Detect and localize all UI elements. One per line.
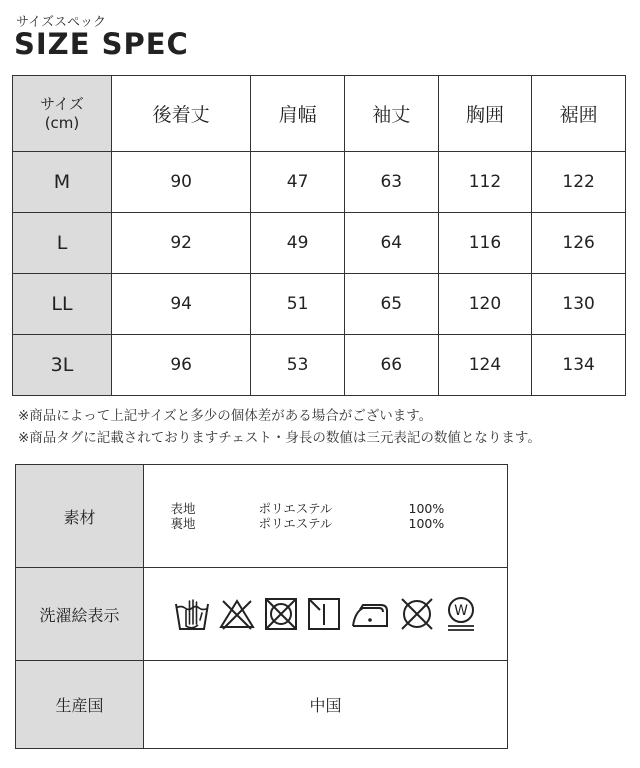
table-cell: 47 [251,152,345,213]
table-row [13,274,626,335]
table-cell: 66 [344,335,438,396]
origin-value: 中国 [144,661,508,749]
material-part: 裏地 [170,516,196,531]
page-subtitle: サイズスペック [16,15,106,30]
origin-label: 生産国 [16,661,144,749]
no-bleach-icon [218,596,256,632]
table-cell: 64 [344,213,438,274]
table-cell: 120 [438,274,532,335]
table-cell: 53 [251,335,345,396]
table-row [13,335,626,396]
size-label: M [13,152,112,213]
material-fiber: ポリエステル [258,516,333,531]
origin-row [16,661,508,749]
note-line: ※商品タグに記載されておりますチェスト・身長の数値は三元表記の数値となります。 [18,430,541,446]
table-cell: 51 [251,274,345,335]
table-row [13,152,626,213]
wet-clean-letter: W [453,603,468,619]
size-column-header [13,76,112,152]
care-row [16,568,508,661]
column-header-hem: 裾囲 [532,76,626,152]
size-unit-label: サイズ (cm) [40,94,84,132]
product-info-table [15,464,508,749]
column-header-chest: 胸囲 [438,76,532,152]
hand-wash-icon [173,596,211,632]
material-percent: 100% [408,516,445,531]
table-cell: 122 [532,152,626,213]
page-title: SIZE SPEC [14,27,189,61]
table-cell: 49 [251,213,345,274]
material-grid [144,501,507,531]
size-label: LL [13,274,112,335]
size-label: 3L [13,335,112,396]
table-cell: 112 [438,152,532,213]
material-row [16,465,508,568]
material-fiber: ポリエステル [258,501,333,516]
table-cell: 65 [344,274,438,335]
note-line: ※商品によって上記サイズと多少の個体差がある場合がございます。 [18,408,433,424]
wet-clean-icon [443,595,479,633]
material-part: 表地 [170,501,196,516]
table-cell: 63 [344,152,438,213]
column-header-length: 後着丈 [112,76,251,152]
material-value [144,465,508,568]
iron-low-icon [349,596,391,632]
material-percent: 100% [408,501,445,516]
table-cell: 130 [532,274,626,335]
no-tumble-dry-icon [263,596,299,632]
table-cell: 92 [112,213,251,274]
table-cell: 116 [438,213,532,274]
table-row [13,213,626,274]
care-symbols [144,568,508,661]
material-label: 素材 [16,465,144,568]
table-cell: 94 [112,274,251,335]
table-cell: 134 [532,335,626,396]
table-cell: 126 [532,213,626,274]
size-spec-table [12,75,626,396]
no-dry-clean-icon [398,596,436,632]
size-notes [18,405,541,449]
table-cell: 124 [438,335,532,396]
table-cell: 96 [112,335,251,396]
size-table-header-row [13,76,626,152]
column-header-shoulder: 肩幅 [251,76,345,152]
line-dry-shade-icon [306,596,342,632]
column-header-sleeve: 袖丈 [344,76,438,152]
care-label: 洗濯絵表示 [16,568,144,661]
table-cell: 90 [112,152,251,213]
size-label: L [13,213,112,274]
